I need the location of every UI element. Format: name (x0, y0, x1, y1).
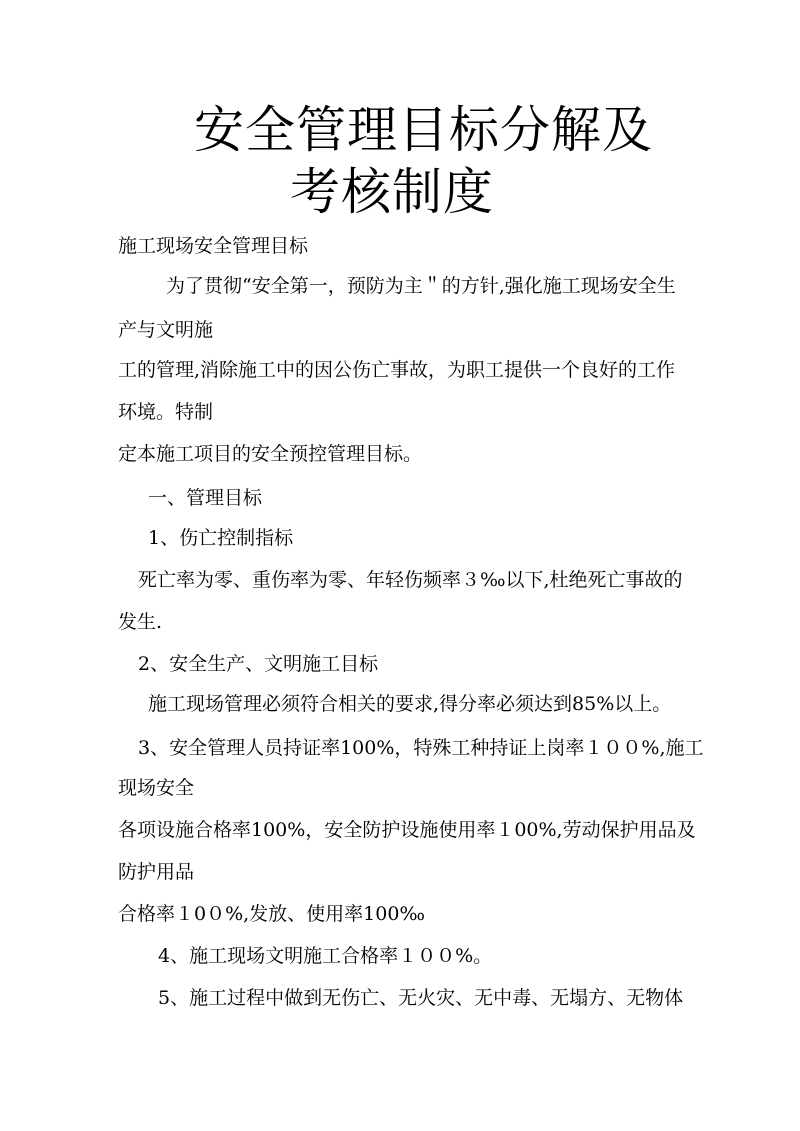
paragraph-line: 产与文明施 (118, 319, 214, 341)
list-item-heading: 1、伤亡控制指标 (148, 527, 294, 549)
document-title-line-2: 考核制度 (290, 163, 494, 221)
paragraph-line: 施工现场管理必须符合相关的要求,得分率必须达到85%以上。 (148, 693, 672, 715)
document-title-line-1: 安全管理目标分解及 (194, 101, 653, 159)
paragraph-line: 防护用品 (118, 861, 195, 883)
list-item: 3、安全管理人员持证率100%，特殊工种持证上岗率１００%,施工 (138, 737, 704, 759)
list-item: 4、施工现场文明施工合格率１００%。 (158, 945, 493, 967)
paragraph-line: 定本施工项目的安全预控管理目标。 (118, 443, 423, 465)
paragraph-line: 环境。特制 (118, 401, 214, 423)
subsection-heading: 一、管理目标 (148, 487, 263, 509)
list-item: 5、施工过程中做到无伤亡、无火灾、无中毒、无塌方、无物体 (158, 987, 684, 1009)
section-heading: 施工现场安全管理目标 (118, 235, 309, 257)
paragraph-line: 现场安全 (118, 777, 195, 799)
paragraph-line: 工的管理,消除施工中的因公伤亡事故，为职工提供一个良好的工作 (118, 359, 676, 381)
paragraph-line: 发生. (118, 611, 163, 633)
paragraph-line: 为了贯彻“安全第一，预防为主＂的方针,强化施工现场安全生 (166, 275, 676, 297)
list-item-heading: 2、安全生产、文明施工目标 (138, 653, 379, 675)
paragraph-line: 死亡率为零、重伤率为零、年轻伤频率３‰以下,杜绝死亡事故的 (138, 569, 683, 591)
paragraph-line: 各项设施合格率100%，安全防护设施使用率１00%,劳动保护用品及 (118, 819, 696, 841)
paragraph-line: 合格率１0０%,发放、使用率100‰ (118, 903, 425, 925)
